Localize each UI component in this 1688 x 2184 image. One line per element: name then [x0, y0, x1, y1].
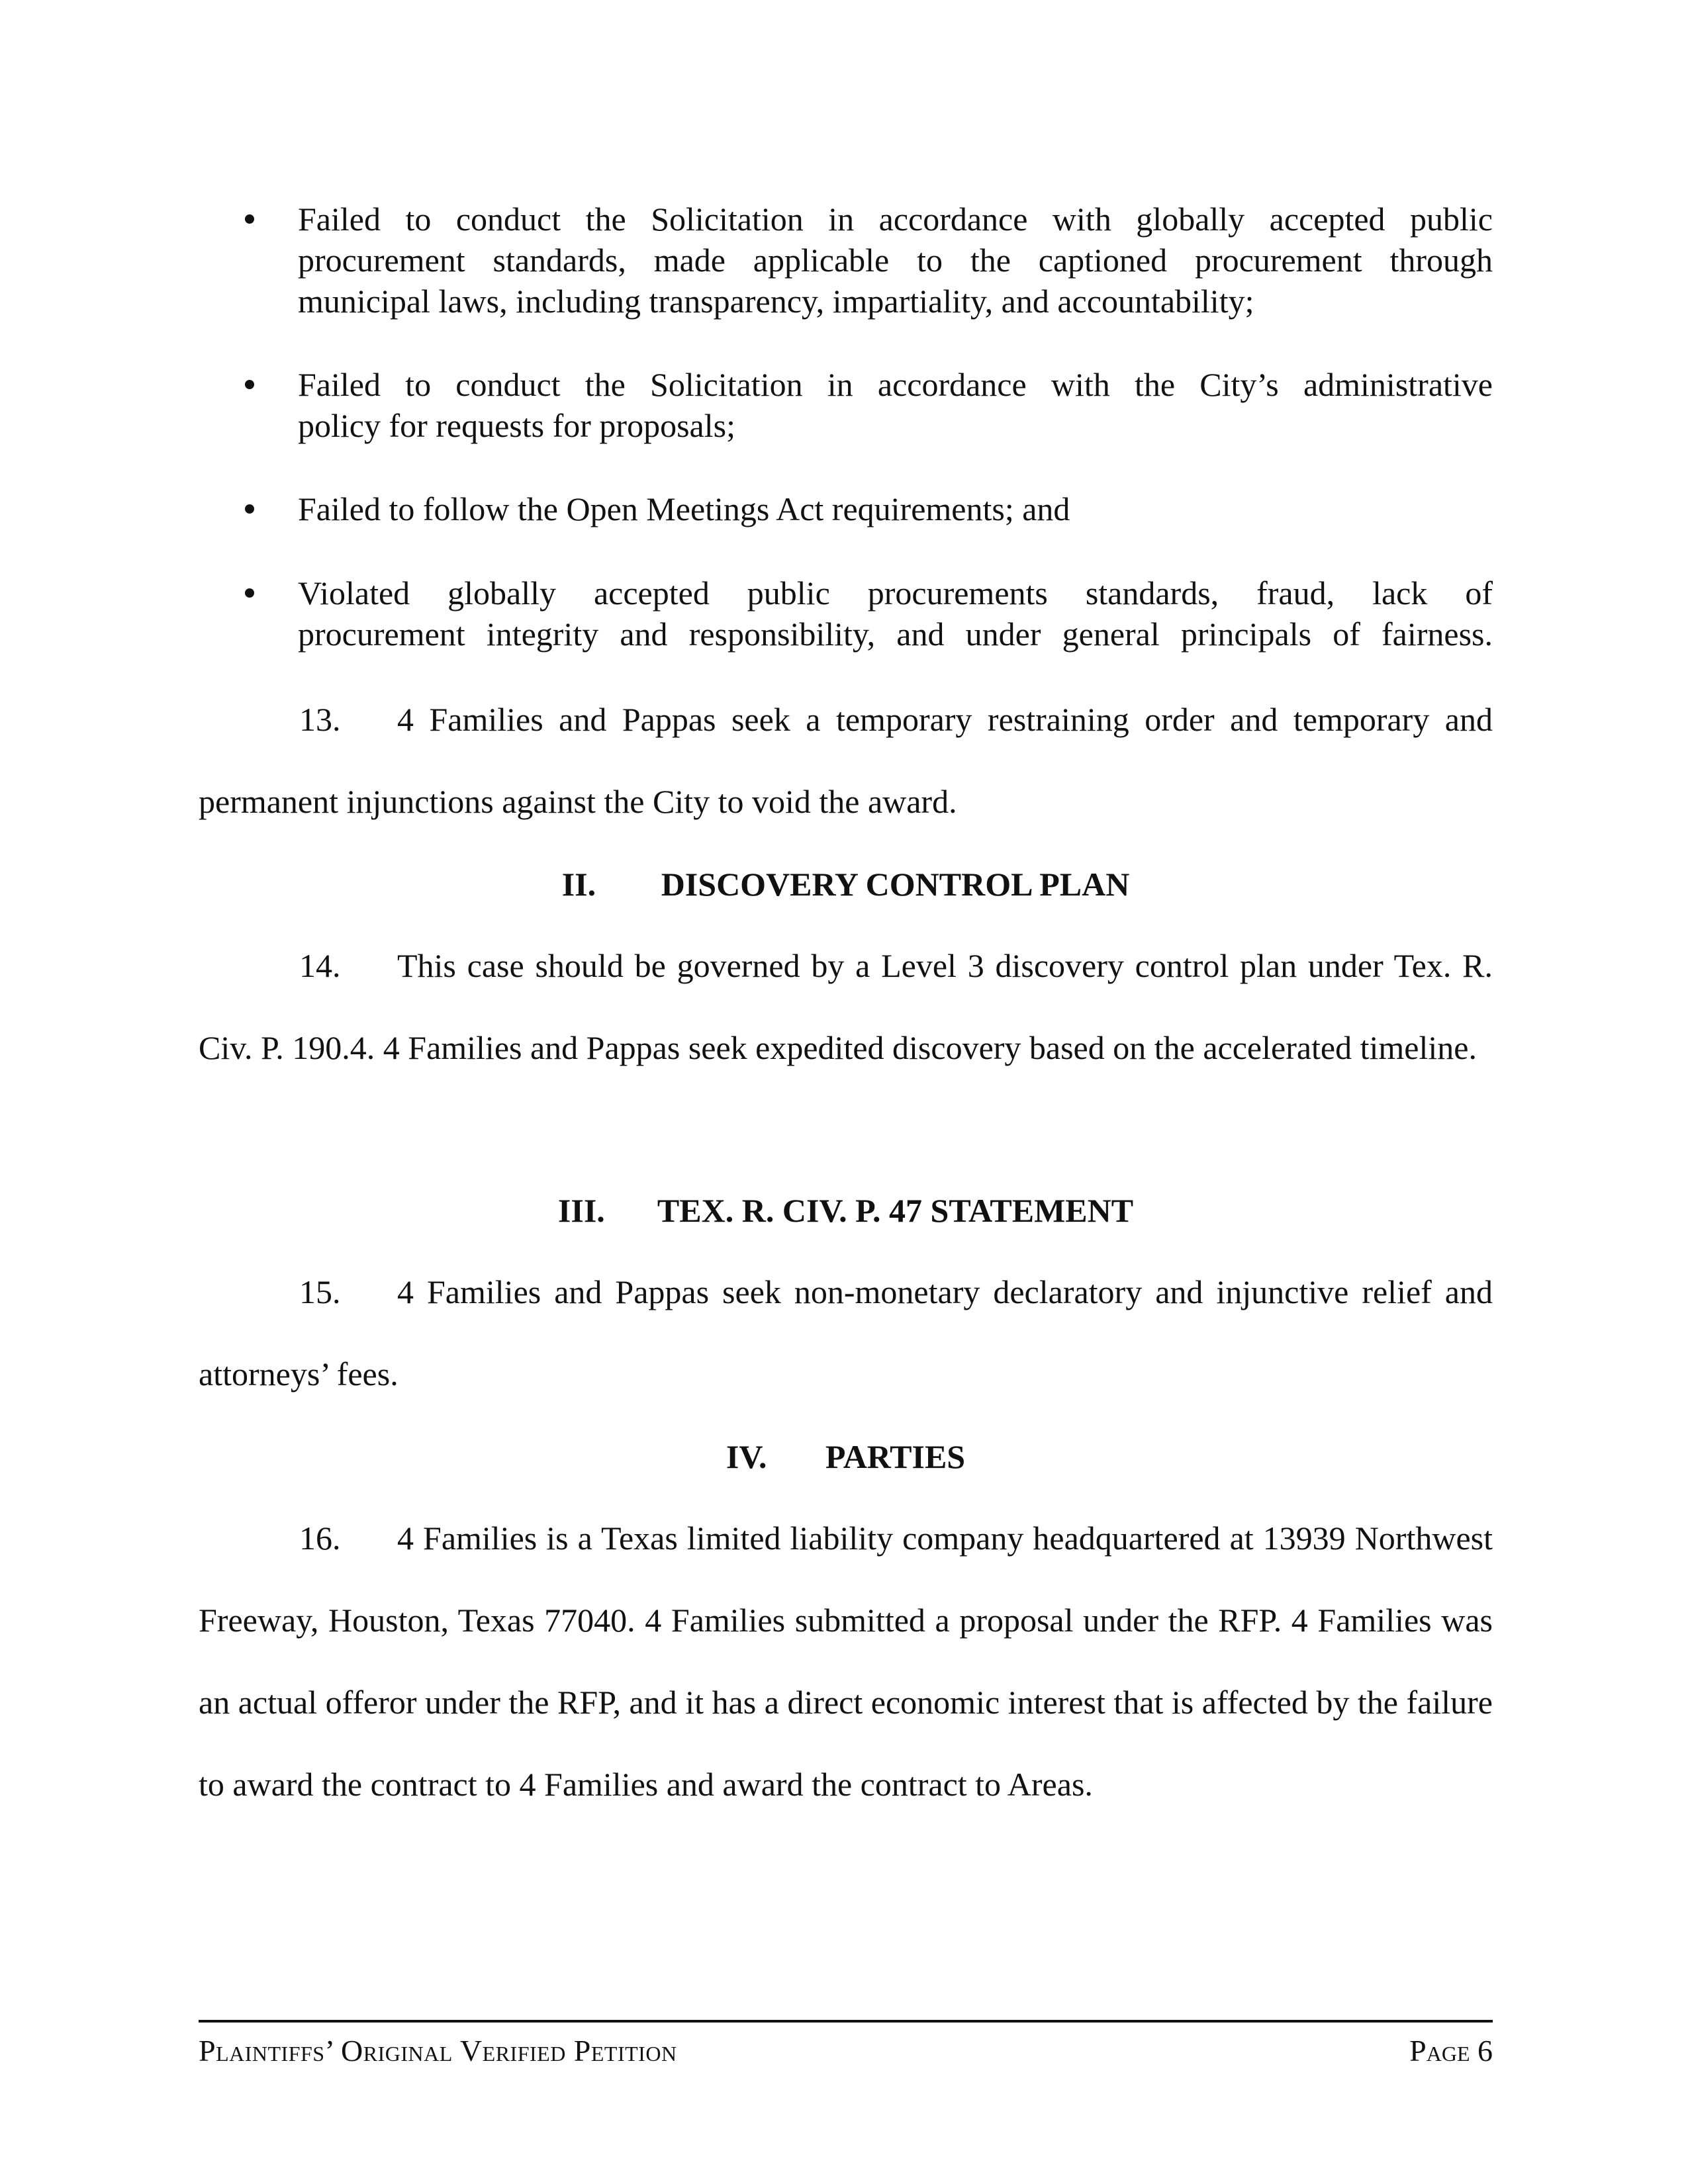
bullet-line: Failed to conduct the Solicitation in accordance with globally accepted public: [298, 201, 1493, 238]
bullet-line: procurement integrity and responsibility, and under general principals of fairness.: [298, 615, 1493, 653]
paragraph-text: 4 Families and Pappas seek a temporary restraining order and temporary and permanent injunctions against the City to void the award.: [199, 701, 1493, 820]
bullet-line: Failed to follow the Open Meetings Act requirements; and: [298, 490, 1070, 527]
paragraph-number: 15.: [299, 1273, 341, 1310]
paragraph-text: 4 Families and Pappas seek non-monetary declaratory and injunctive relief and attorneys’ fees.: [199, 1273, 1493, 1392]
bullet-text: [298, 572, 1493, 655]
heading-title: TEX. R. CIV. P. 47 STATEMENT: [657, 1192, 1134, 1229]
paragraph-text: This case should be governed by a Level 3 discovery control plan under Tex. R. Civ. P. 190.4. 4 Families and Pappas seek expedited discovery based on the accelerated timeline.: [199, 947, 1493, 1066]
bullet-text: [298, 199, 1493, 322]
heading-number: IV.: [726, 1438, 767, 1475]
bullet-icon: [245, 214, 254, 224]
heading-number: III.: [557, 1192, 605, 1229]
section-heading-parties: [199, 1436, 1493, 1477]
bullet-text: [298, 488, 1493, 529]
paragraph-text: 4 Families is a Texas limited liability company headquartered at 13939 Northwest Freeway, Houston, Texas 77040. 4 Families submitted a proposal under the RFP. 4 Families was an actual offeror under the RFP, and it has a direct economic interest that is affected by the failure to award the contract to 4 Families and award the contract to Areas.: [199, 1520, 1493, 1803]
heading-number: II.: [561, 866, 596, 903]
bullet-line: municipal laws, including transparency, impartiality, and accountability;: [298, 283, 1254, 320]
bullet-icon: [245, 504, 254, 514]
footer-title: Plaintiffs’ Original Verified Petition: [199, 2034, 677, 2068]
page-number: Page 6: [1409, 2034, 1493, 2068]
bullet-line: policy for requests for proposals;: [298, 407, 735, 444]
paragraph-number: 13.: [299, 701, 341, 738]
bullet-line: Violated globally accepted public procurements standards, fraud, lack of: [298, 574, 1493, 612]
paragraph-13: [199, 678, 1493, 842]
bullet-line: procurement standards, made applicable to the captioned procurement through: [298, 242, 1493, 279]
bullet-icon: [245, 380, 254, 389]
footer-rule: [199, 2020, 1493, 2023]
bullet-text: [298, 364, 1493, 446]
section-heading-statement: [199, 1190, 1493, 1231]
bullet-icon: [245, 588, 254, 598]
heading-title: DISCOVERY CONTROL PLAN: [661, 866, 1130, 903]
paragraph-15: [199, 1251, 1493, 1415]
heading-title: PARTIES: [825, 1438, 966, 1475]
paragraph-14: [199, 925, 1493, 1089]
section-heading-discovery: [199, 864, 1493, 905]
bullet-line: Failed to conduct the Solicitation in accordance with the City’s administrative: [298, 366, 1493, 403]
paragraph-number: 16.: [299, 1520, 341, 1557]
paragraph-number: 14.: [299, 947, 341, 984]
paragraph-16: [199, 1497, 1493, 1825]
